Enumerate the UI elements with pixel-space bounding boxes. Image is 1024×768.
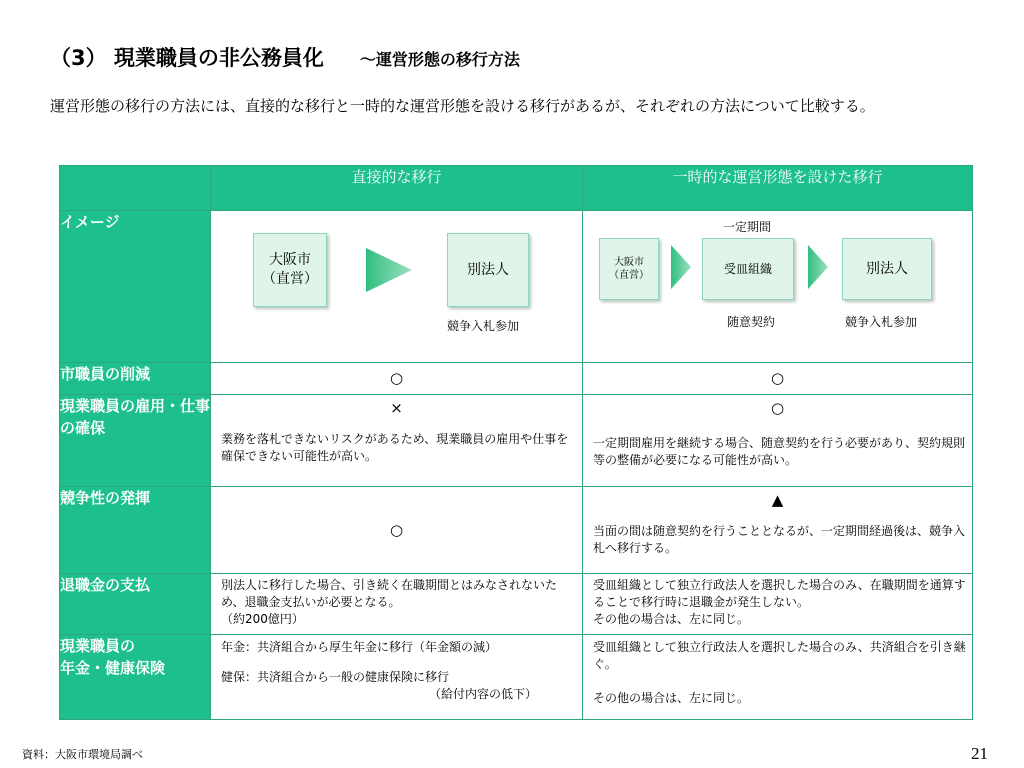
row-label: 市職員の削減 <box>60 363 211 395</box>
row-staff-reduction <box>60 363 973 395</box>
box-separate-corp-temp: 別法人 <box>842 238 932 300</box>
header-corner <box>60 166 211 211</box>
image-temp-cell <box>583 211 973 363</box>
row-label: 退職金の支払 <box>60 574 211 635</box>
mark-temp: ▲ <box>771 491 784 509</box>
caption-fixed-period: 一定期間 <box>723 220 772 234</box>
mark-direct: × <box>390 399 403 417</box>
box-receiving-org: 受皿組織 <box>702 238 794 300</box>
row-label: 現業職員の雇用・仕事の確保 <box>60 395 211 487</box>
text-benefit-decline: （給付内容の低下） <box>429 687 538 701</box>
caption-competitive-bid: 競争入札参加 <box>447 319 520 333</box>
text-temp: 当面の間は随意契約を行うこととなるが、一定期間経過後は、競争入札へ移行する。 <box>593 524 966 555</box>
mark-direct: ○ <box>389 520 404 539</box>
text-pension: 年金：共済組合から厚生年金に移行（年金額の減） <box>221 640 498 654</box>
arrow-right-icon <box>671 245 691 289</box>
arrow-right-icon <box>808 245 828 289</box>
row-retirement <box>60 574 973 635</box>
footer-source: 資料：大阪市環境局調べ <box>22 748 143 761</box>
arrow-right-icon <box>366 248 412 292</box>
row-competition <box>60 487 973 574</box>
box-osaka-direct: 大阪市 （直営） <box>253 233 327 307</box>
row-label: 競争性の発揮 <box>60 487 211 574</box>
header-temporary: 一時的な運営形態を設けた移行 <box>583 166 973 211</box>
caption-competitive-bid-temp: 競争入札参加 <box>845 315 918 329</box>
title-main: （3） 現業職員の非公務員化 <box>50 46 324 70</box>
row-pension <box>60 635 973 720</box>
page-number: 21 <box>971 744 988 763</box>
title-subtitle: ～運営形態の移行方法 <box>359 50 520 69</box>
box-osaka-temp: 大阪市 （直営） <box>599 238 659 300</box>
box-separate-corp-direct: 別法人 <box>447 233 529 307</box>
header-direct: 直接的な移行 <box>211 166 583 211</box>
page-title <box>50 42 520 72</box>
mark-temp: ○ <box>770 399 785 417</box>
text-temp: 受皿組織として独立行政法人を選択した場合のみ、在職期間を通算することで移行時に退職金が発生しない。 その他の場合は、左に同じ。 <box>593 578 966 626</box>
text-temp-2: その他の場合は、左に同じ。 <box>593 691 750 705</box>
text-direct: 業務を落札できないリスクがあるため、現業職員の雇用や仕事を確保できない可能性が高い。 <box>221 432 569 463</box>
text-direct: 別法人に移行した場合、引き続く在職期間とはみなされないため、退職金支払いが必要となる。 （約200億円） <box>221 578 558 626</box>
caption-negotiated-contract: 随意契約 <box>727 315 776 329</box>
image-row <box>60 211 973 363</box>
image-direct-cell <box>211 211 583 363</box>
comparison-table <box>59 165 973 720</box>
text-health-insurance: 健保：共済組合から一般の健康保険に移行 <box>221 670 450 684</box>
text-temp: 一定期間雇用を継続する場合、随意契約を行う必要があり、契約規則等の整備が必要になる可能性が高い。 <box>593 436 966 467</box>
text-temp-1: 受皿組織として独立行政法人を選択した場合のみ、共済組合を引き継ぐ。 <box>593 640 966 671</box>
header-row <box>60 166 973 211</box>
row-employment <box>60 395 973 487</box>
intro-text: 運営形態の移行の方法には、直接的な移行と一時的な運営形態を設ける移行があるが、それぞれの方法について比較する。 <box>50 97 875 115</box>
row-label: 現業職員の 年金・健康保険 <box>60 635 211 720</box>
mark-direct: ○ <box>389 369 404 387</box>
row-label-image: イメージ <box>60 211 211 363</box>
mark-temp: ○ <box>770 369 785 387</box>
